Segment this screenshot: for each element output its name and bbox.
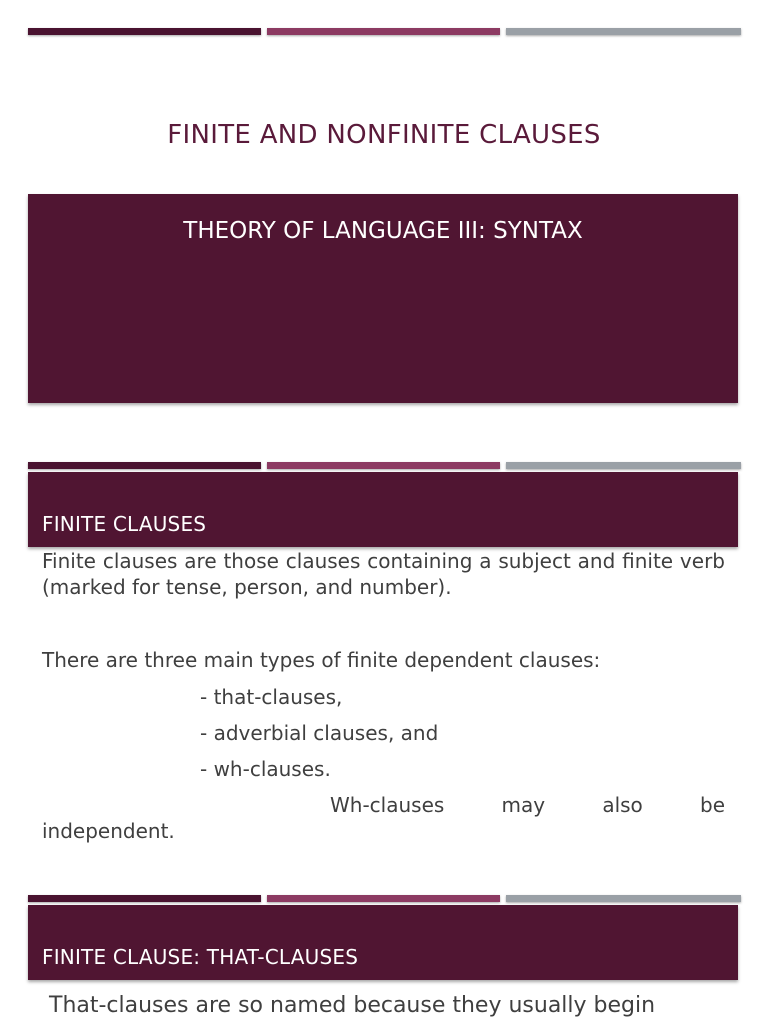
slide1-subtitle: THEORY OF LANGUAGE III: SYNTAX	[183, 218, 583, 244]
accent-bar-dark	[28, 462, 261, 469]
accent-bar-gray	[506, 895, 741, 902]
slide3-accent-bars	[28, 895, 741, 903]
slide2-heading: FINITE CLAUSES	[42, 512, 207, 536]
list-item: - that-clauses,	[200, 685, 343, 709]
accent-bar-dark	[28, 895, 261, 902]
slide2-intro: Finite clauses are those clauses containing a subject and finite verb (marked for tense, person, and number).	[42, 549, 725, 599]
accent-bar-magenta	[267, 462, 500, 469]
slide2-note: Wh-clauses may also be independent.	[42, 793, 725, 843]
accent-bar-gray	[506, 462, 741, 469]
slide3-heading-band	[28, 905, 738, 980]
slide1-title: FINITE AND NONFINITE CLAUSES	[167, 120, 601, 150]
slide3-heading: FINITE CLAUSE: THAT-CLAUSES	[42, 945, 359, 969]
accent-bar-magenta	[267, 895, 500, 902]
slide2-accent-bars	[28, 462, 741, 470]
list-item: - adverbial clauses, and	[200, 721, 439, 745]
accent-bar-dark	[28, 28, 261, 35]
slide3-body: That-clauses are so named because they usually begin	[49, 993, 656, 1018]
slide1-subtitle-band	[28, 194, 738, 403]
slide1-accent-bars	[28, 28, 741, 36]
finite-clause-types-list	[42, 684, 768, 782]
list-item: - wh-clauses.	[200, 757, 331, 781]
accent-bar-magenta	[267, 28, 500, 35]
slide2-types-intro: There are three main types of finite dependent clauses:	[42, 648, 601, 672]
slide2-heading-band	[28, 472, 738, 547]
accent-bar-gray	[506, 28, 741, 35]
